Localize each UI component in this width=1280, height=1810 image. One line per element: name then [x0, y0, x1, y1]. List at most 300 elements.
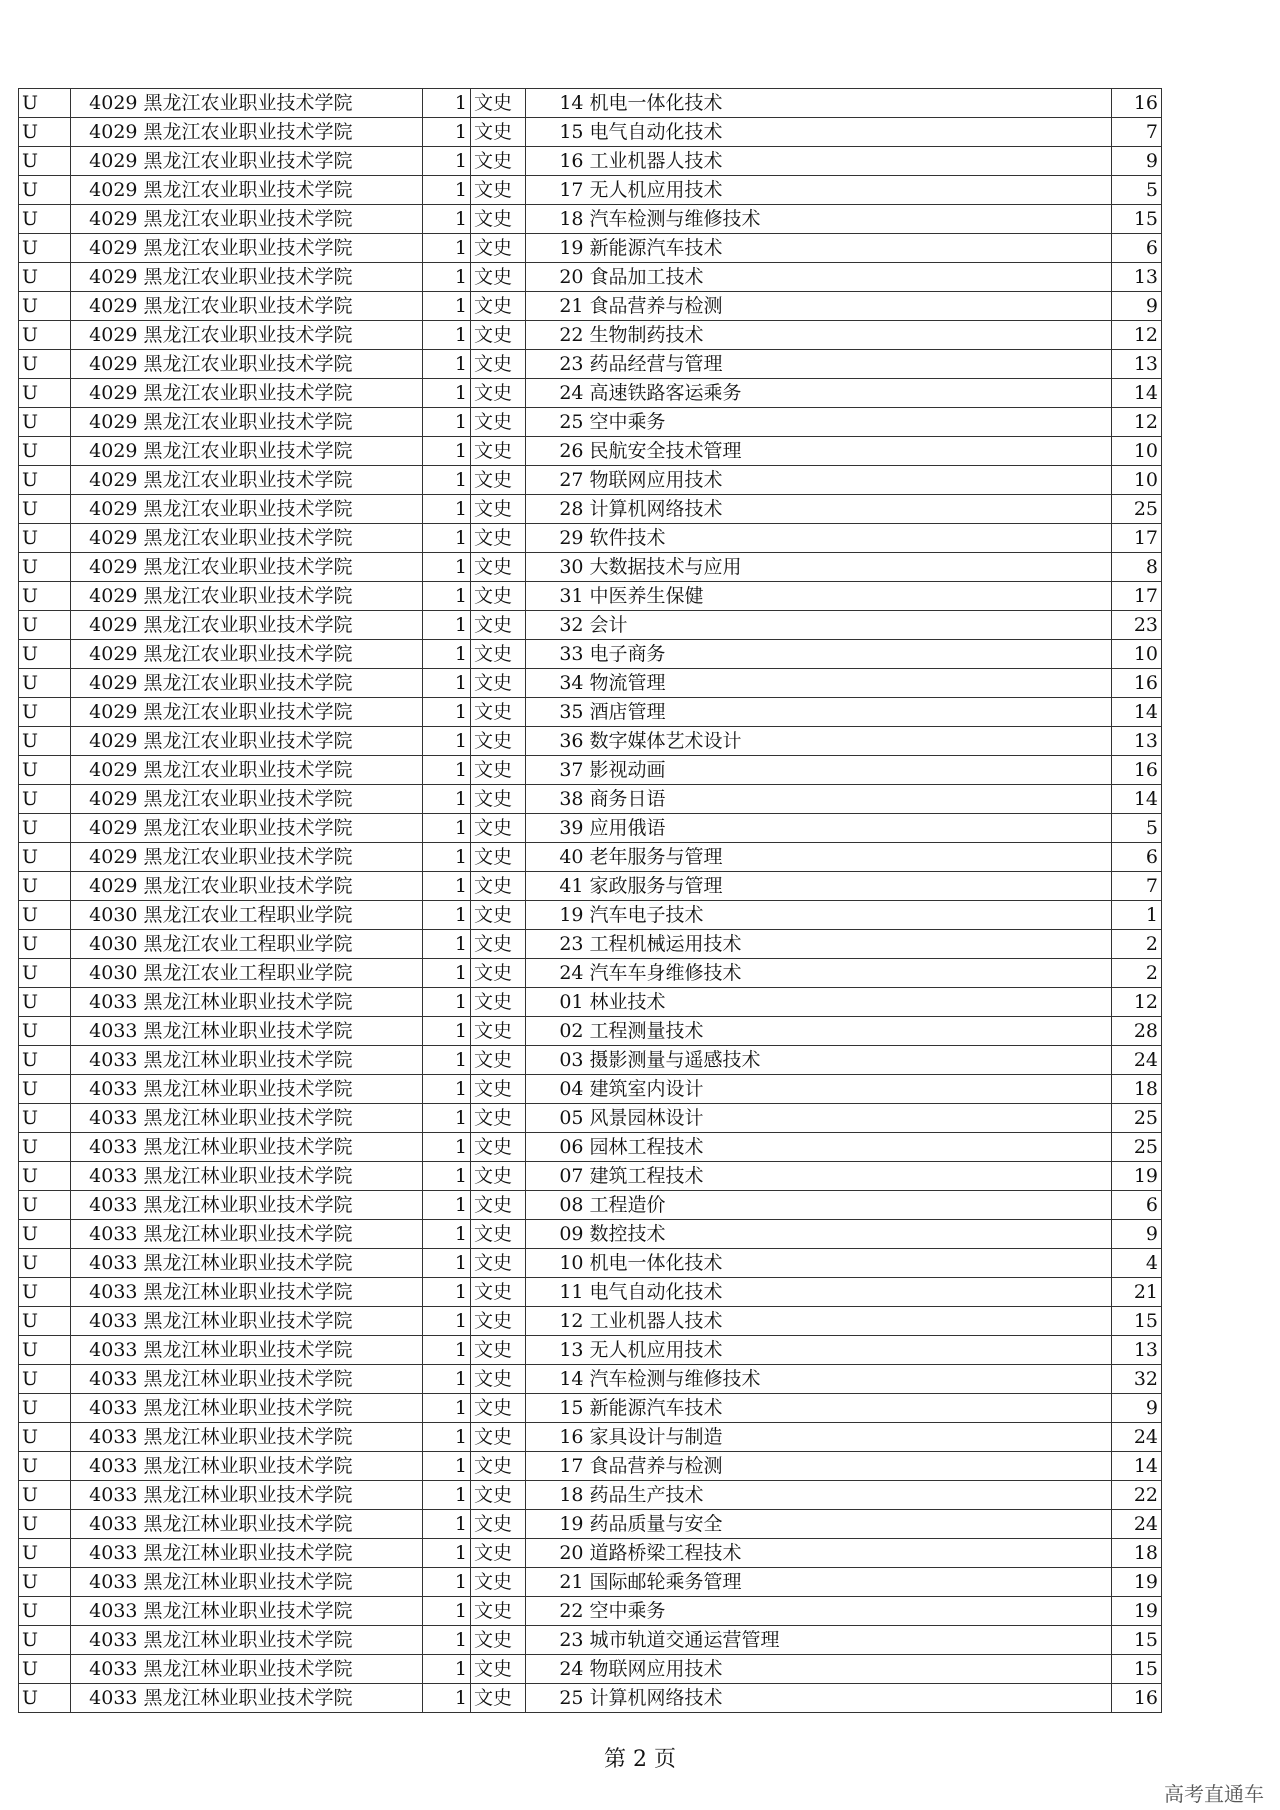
school-name-cell: 黑龙江林业职业技术学院 [141, 1133, 423, 1162]
major-code-cell: 28 [526, 495, 587, 524]
table-row [19, 350, 1162, 379]
major-code-cell: 23 [526, 350, 587, 379]
major-code-cell: 33 [526, 640, 587, 669]
batch-cell: U [19, 1365, 71, 1394]
enrollment-count-cell: 1 [1112, 901, 1162, 930]
table-row [19, 176, 1162, 205]
table-row [19, 1481, 1162, 1510]
school-code-cell: 4029 [71, 582, 141, 611]
table-row [19, 901, 1162, 930]
subject-cell: 文史 [471, 1336, 526, 1365]
major-code-cell: 14 [526, 1365, 587, 1394]
enrollment-count-cell: 12 [1112, 988, 1162, 1017]
school-code-cell: 4033 [71, 1394, 141, 1423]
plan-type-cell: 1 [423, 901, 471, 930]
batch-cell: U [19, 727, 71, 756]
batch-cell: U [19, 1568, 71, 1597]
enrollment-count-cell: 18 [1112, 1075, 1162, 1104]
plan-type-cell: 1 [423, 1539, 471, 1568]
subject-cell: 文史 [471, 205, 526, 234]
major-name-cell: 汽车检测与维修技术 [587, 205, 1112, 234]
enrollment-count-cell: 6 [1112, 234, 1162, 263]
table-row [19, 843, 1162, 872]
table-row [19, 1568, 1162, 1597]
major-code-cell: 23 [526, 930, 587, 959]
major-code-cell: 18 [526, 1481, 587, 1510]
major-name-cell: 药品质量与安全 [587, 1510, 1112, 1539]
school-name-cell: 黑龙江农业职业技术学院 [141, 669, 423, 698]
school-name-cell: 黑龙江林业职业技术学院 [141, 1307, 423, 1336]
major-name-cell: 无人机应用技术 [587, 1336, 1112, 1365]
school-name-cell: 黑龙江农业职业技术学院 [141, 698, 423, 727]
table-row [19, 1626, 1162, 1655]
batch-cell: U [19, 640, 71, 669]
school-name-cell: 黑龙江林业职业技术学院 [141, 1568, 423, 1597]
major-name-cell: 园林工程技术 [587, 1133, 1112, 1162]
subject-cell: 文史 [471, 1365, 526, 1394]
school-code-cell: 4029 [71, 263, 141, 292]
major-name-cell: 机电一体化技术 [587, 89, 1112, 118]
major-code-cell: 21 [526, 292, 587, 321]
plan-type-cell: 1 [423, 379, 471, 408]
batch-cell: U [19, 1220, 71, 1249]
major-name-cell: 民航安全技术管理 [587, 437, 1112, 466]
table-row [19, 524, 1162, 553]
major-code-cell: 34 [526, 669, 587, 698]
batch-cell: U [19, 1336, 71, 1365]
plan-type-cell: 1 [423, 524, 471, 553]
batch-cell: U [19, 1104, 71, 1133]
school-code-cell: 4033 [71, 1046, 141, 1075]
major-name-cell: 家政服务与管理 [587, 872, 1112, 901]
batch-cell: U [19, 118, 71, 147]
plan-type-cell: 1 [423, 147, 471, 176]
plan-type-cell: 1 [423, 1046, 471, 1075]
enrollment-count-cell: 12 [1112, 408, 1162, 437]
table-row [19, 1220, 1162, 1249]
major-code-cell: 15 [526, 1394, 587, 1423]
table-row [19, 408, 1162, 437]
plan-type-cell: 1 [423, 640, 471, 669]
batch-cell: U [19, 292, 71, 321]
plan-type-cell: 1 [423, 176, 471, 205]
major-name-cell: 食品营养与检测 [587, 1452, 1112, 1481]
enrollment-count-cell: 18 [1112, 1539, 1162, 1568]
school-name-cell: 黑龙江农业职业技术学院 [141, 408, 423, 437]
school-name-cell: 黑龙江农业职业技术学院 [141, 292, 423, 321]
plan-type-cell: 1 [423, 205, 471, 234]
table-row [19, 1539, 1162, 1568]
batch-cell: U [19, 611, 71, 640]
major-name-cell: 高速铁路客运乘务 [587, 379, 1112, 408]
plan-type-cell: 1 [423, 263, 471, 292]
school-name-cell: 黑龙江农业工程职业学院 [141, 959, 423, 988]
major-name-cell: 计算机网络技术 [587, 1684, 1112, 1713]
enrollment-count-cell: 16 [1112, 1684, 1162, 1713]
school-name-cell: 黑龙江农业工程职业学院 [141, 901, 423, 930]
subject-cell: 文史 [471, 843, 526, 872]
table-row [19, 1365, 1162, 1394]
batch-cell: U [19, 901, 71, 930]
enrollment-count-cell: 17 [1112, 524, 1162, 553]
major-name-cell: 工程测量技术 [587, 1017, 1112, 1046]
school-code-cell: 4030 [71, 901, 141, 930]
table-row [19, 1278, 1162, 1307]
school-code-cell: 4033 [71, 1423, 141, 1452]
school-code-cell: 4029 [71, 785, 141, 814]
batch-cell: U [19, 930, 71, 959]
subject-cell: 文史 [471, 466, 526, 495]
school-code-cell: 4029 [71, 466, 141, 495]
plan-type-cell: 1 [423, 553, 471, 582]
major-name-cell: 家具设计与制造 [587, 1423, 1112, 1452]
enrollment-count-cell: 7 [1112, 118, 1162, 147]
major-code-cell: 25 [526, 1684, 587, 1713]
school-name-cell: 黑龙江林业职业技术学院 [141, 1539, 423, 1568]
school-code-cell: 4029 [71, 176, 141, 205]
enrollment-count-cell: 21 [1112, 1278, 1162, 1307]
batch-cell: U [19, 1510, 71, 1539]
table-row [19, 466, 1162, 495]
table-row [19, 930, 1162, 959]
school-name-cell: 黑龙江林业职业技术学院 [141, 1452, 423, 1481]
school-name-cell: 黑龙江林业职业技术学院 [141, 1017, 423, 1046]
major-name-cell: 汽车检测与维修技术 [587, 1365, 1112, 1394]
table-row [19, 1510, 1162, 1539]
enrollment-count-cell: 10 [1112, 466, 1162, 495]
school-code-cell: 4033 [71, 988, 141, 1017]
subject-cell: 文史 [471, 872, 526, 901]
batch-cell: U [19, 1307, 71, 1336]
school-code-cell: 4029 [71, 89, 141, 118]
table-row [19, 437, 1162, 466]
school-name-cell: 黑龙江林业职业技术学院 [141, 1510, 423, 1539]
enrollment-count-cell: 19 [1112, 1162, 1162, 1191]
plan-type-cell: 1 [423, 1684, 471, 1713]
major-name-cell: 数字媒体艺术设计 [587, 727, 1112, 756]
enrollment-count-cell: 17 [1112, 582, 1162, 611]
major-code-cell: 36 [526, 727, 587, 756]
school-code-cell: 4029 [71, 524, 141, 553]
table-row [19, 1684, 1162, 1713]
major-code-cell: 13 [526, 1336, 587, 1365]
major-code-cell: 06 [526, 1133, 587, 1162]
table-row [19, 1394, 1162, 1423]
school-code-cell: 4033 [71, 1539, 141, 1568]
major-name-cell: 国际邮轮乘务管理 [587, 1568, 1112, 1597]
subject-cell: 文史 [471, 1017, 526, 1046]
table-row [19, 1133, 1162, 1162]
enrollment-count-cell: 24 [1112, 1046, 1162, 1075]
batch-cell: U [19, 466, 71, 495]
enrollment-count-cell: 32 [1112, 1365, 1162, 1394]
table-row [19, 611, 1162, 640]
subject-cell: 文史 [471, 698, 526, 727]
batch-cell: U [19, 1394, 71, 1423]
school-code-cell: 4033 [71, 1336, 141, 1365]
school-name-cell: 黑龙江农业职业技术学院 [141, 524, 423, 553]
subject-cell: 文史 [471, 321, 526, 350]
major-code-cell: 27 [526, 466, 587, 495]
subject-cell: 文史 [471, 814, 526, 843]
major-name-cell: 林业技术 [587, 988, 1112, 1017]
subject-cell: 文史 [471, 1510, 526, 1539]
major-name-cell: 老年服务与管理 [587, 843, 1112, 872]
plan-type-cell: 1 [423, 1278, 471, 1307]
subject-cell: 文史 [471, 1075, 526, 1104]
table-body [19, 89, 1162, 1713]
school-name-cell: 黑龙江农业职业技术学院 [141, 176, 423, 205]
school-name-cell: 黑龙江农业职业技术学院 [141, 205, 423, 234]
school-name-cell: 黑龙江农业职业技术学院 [141, 437, 423, 466]
plan-type-cell: 1 [423, 1423, 471, 1452]
plan-type-cell: 1 [423, 321, 471, 350]
school-name-cell: 黑龙江林业职业技术学院 [141, 1626, 423, 1655]
plan-type-cell: 1 [423, 292, 471, 321]
batch-cell: U [19, 1133, 71, 1162]
table-row [19, 1075, 1162, 1104]
subject-cell: 文史 [471, 292, 526, 321]
batch-cell: U [19, 234, 71, 263]
school-code-cell: 4030 [71, 930, 141, 959]
subject-cell: 文史 [471, 1046, 526, 1075]
major-name-cell: 应用俄语 [587, 814, 1112, 843]
plan-type-cell: 1 [423, 959, 471, 988]
plan-type-cell: 1 [423, 437, 471, 466]
batch-cell: U [19, 1684, 71, 1713]
subject-cell: 文史 [471, 1220, 526, 1249]
school-code-cell: 4029 [71, 379, 141, 408]
subject-cell: 文史 [471, 147, 526, 176]
subject-cell: 文史 [471, 176, 526, 205]
school-code-cell: 4029 [71, 814, 141, 843]
batch-cell: U [19, 1191, 71, 1220]
batch-cell: U [19, 1626, 71, 1655]
major-code-cell: 22 [526, 1597, 587, 1626]
major-code-cell: 35 [526, 698, 587, 727]
batch-cell: U [19, 553, 71, 582]
major-name-cell: 药品经营与管理 [587, 350, 1112, 379]
plan-type-cell: 1 [423, 814, 471, 843]
subject-cell: 文史 [471, 1568, 526, 1597]
school-name-cell: 黑龙江农业职业技术学院 [141, 785, 423, 814]
batch-cell: U [19, 959, 71, 988]
major-code-cell: 24 [526, 379, 587, 408]
enrollment-count-cell: 2 [1112, 959, 1162, 988]
enrollment-count-cell: 16 [1112, 756, 1162, 785]
school-name-cell: 黑龙江农业职业技术学院 [141, 553, 423, 582]
subject-cell: 文史 [471, 669, 526, 698]
plan-type-cell: 1 [423, 1481, 471, 1510]
school-name-cell: 黑龙江林业职业技术学院 [141, 1249, 423, 1278]
school-code-cell: 4033 [71, 1104, 141, 1133]
major-name-cell: 风景园林设计 [587, 1104, 1112, 1133]
table-row [19, 321, 1162, 350]
school-code-cell: 4033 [71, 1220, 141, 1249]
school-code-cell: 4033 [71, 1249, 141, 1278]
school-name-cell: 黑龙江农业职业技术学院 [141, 350, 423, 379]
plan-type-cell: 1 [423, 1655, 471, 1684]
school-name-cell: 黑龙江农业工程职业学院 [141, 930, 423, 959]
table-row [19, 89, 1162, 118]
enrollment-count-cell: 8 [1112, 553, 1162, 582]
school-name-cell: 黑龙江农业职业技术学院 [141, 118, 423, 147]
school-name-cell: 黑龙江农业职业技术学院 [141, 466, 423, 495]
school-name-cell: 黑龙江林业职业技术学院 [141, 1220, 423, 1249]
major-name-cell: 空中乘务 [587, 408, 1112, 437]
school-name-cell: 黑龙江农业职业技术学院 [141, 611, 423, 640]
major-name-cell: 新能源汽车技术 [587, 1394, 1112, 1423]
plan-type-cell: 1 [423, 582, 471, 611]
major-name-cell: 无人机应用技术 [587, 176, 1112, 205]
watermark-text: 高考直通车 [1164, 1782, 1264, 1806]
table-row [19, 147, 1162, 176]
major-code-cell: 24 [526, 1655, 587, 1684]
table-row [19, 205, 1162, 234]
enrollment-count-cell: 24 [1112, 1423, 1162, 1452]
enrollment-count-cell: 13 [1112, 263, 1162, 292]
major-code-cell: 16 [526, 147, 587, 176]
subject-cell: 文史 [471, 553, 526, 582]
school-code-cell: 4033 [71, 1452, 141, 1481]
table-row [19, 872, 1162, 901]
major-code-cell: 18 [526, 205, 587, 234]
plan-type-cell: 1 [423, 495, 471, 524]
table-row [19, 1191, 1162, 1220]
major-code-cell: 19 [526, 234, 587, 263]
school-code-cell: 4029 [71, 611, 141, 640]
major-code-cell: 29 [526, 524, 587, 553]
enrollment-count-cell: 9 [1112, 292, 1162, 321]
plan-type-cell: 1 [423, 669, 471, 698]
school-code-cell: 4033 [71, 1510, 141, 1539]
subject-cell: 文史 [471, 495, 526, 524]
subject-cell: 文史 [471, 1423, 526, 1452]
subject-cell: 文史 [471, 118, 526, 147]
plan-type-cell: 1 [423, 1104, 471, 1133]
school-code-cell: 4030 [71, 959, 141, 988]
enrollment-count-cell: 16 [1112, 89, 1162, 118]
major-name-cell: 机电一体化技术 [587, 1249, 1112, 1278]
subject-cell: 文史 [471, 408, 526, 437]
enrollment-count-cell: 15 [1112, 1626, 1162, 1655]
school-code-cell: 4033 [71, 1597, 141, 1626]
plan-type-cell: 1 [423, 1452, 471, 1481]
major-code-cell: 07 [526, 1162, 587, 1191]
subject-cell: 文史 [471, 1307, 526, 1336]
table-row [19, 785, 1162, 814]
major-code-cell: 11 [526, 1278, 587, 1307]
school-code-cell: 4033 [71, 1481, 141, 1510]
school-code-cell: 4033 [71, 1365, 141, 1394]
school-name-cell: 黑龙江林业职业技术学院 [141, 1278, 423, 1307]
table-row [19, 1655, 1162, 1684]
school-name-cell: 黑龙江农业职业技术学院 [141, 814, 423, 843]
school-code-cell: 4029 [71, 147, 141, 176]
enrollment-count-cell: 13 [1112, 350, 1162, 379]
enrollment-count-cell: 10 [1112, 640, 1162, 669]
major-code-cell: 40 [526, 843, 587, 872]
school-name-cell: 黑龙江农业职业技术学院 [141, 495, 423, 524]
major-name-cell: 酒店管理 [587, 698, 1112, 727]
major-name-cell: 食品加工技术 [587, 263, 1112, 292]
school-name-cell: 黑龙江农业职业技术学院 [141, 263, 423, 292]
subject-cell: 文史 [471, 727, 526, 756]
plan-type-cell: 1 [423, 89, 471, 118]
school-code-cell: 4033 [71, 1191, 141, 1220]
subject-cell: 文史 [471, 437, 526, 466]
major-name-cell: 物联网应用技术 [587, 1655, 1112, 1684]
batch-cell: U [19, 872, 71, 901]
table-row [19, 727, 1162, 756]
page-number: 第 2 页 [604, 1747, 676, 1772]
plan-type-cell: 1 [423, 843, 471, 872]
batch-cell: U [19, 814, 71, 843]
school-code-cell: 4029 [71, 495, 141, 524]
subject-cell: 文史 [471, 1278, 526, 1307]
table-row [19, 495, 1162, 524]
major-name-cell: 药品生产技术 [587, 1481, 1112, 1510]
enrollment-count-cell: 9 [1112, 1394, 1162, 1423]
subject-cell: 文史 [471, 988, 526, 1017]
major-name-cell: 城市轨道交通运营管理 [587, 1626, 1112, 1655]
enrollment-count-cell: 25 [1112, 495, 1162, 524]
plan-type-cell: 1 [423, 698, 471, 727]
enrollment-count-cell: 13 [1112, 727, 1162, 756]
enrollment-count-cell: 14 [1112, 698, 1162, 727]
major-name-cell: 大数据技术与应用 [587, 553, 1112, 582]
plan-type-cell: 1 [423, 1220, 471, 1249]
subject-cell: 文史 [471, 263, 526, 292]
school-code-cell: 4029 [71, 118, 141, 147]
subject-cell: 文史 [471, 89, 526, 118]
batch-cell: U [19, 843, 71, 872]
major-name-cell: 电子商务 [587, 640, 1112, 669]
school-name-cell: 黑龙江林业职业技术学院 [141, 988, 423, 1017]
batch-cell: U [19, 205, 71, 234]
admission-plan-table [18, 88, 1162, 1713]
major-code-cell: 20 [526, 1539, 587, 1568]
school-name-cell: 黑龙江林业职业技术学院 [141, 1104, 423, 1133]
major-code-cell: 38 [526, 785, 587, 814]
major-name-cell: 计算机网络技术 [587, 495, 1112, 524]
major-code-cell: 03 [526, 1046, 587, 1075]
major-code-cell: 32 [526, 611, 587, 640]
plan-type-cell: 1 [423, 408, 471, 437]
school-code-cell: 4033 [71, 1075, 141, 1104]
batch-cell: U [19, 1597, 71, 1626]
enrollment-count-cell: 12 [1112, 321, 1162, 350]
subject-cell: 文史 [471, 640, 526, 669]
major-code-cell: 31 [526, 582, 587, 611]
batch-cell: U [19, 1017, 71, 1046]
plan-type-cell: 1 [423, 1307, 471, 1336]
school-name-cell: 黑龙江林业职业技术学院 [141, 1075, 423, 1104]
plan-type-cell: 1 [423, 1568, 471, 1597]
subject-cell: 文史 [471, 1539, 526, 1568]
major-name-cell: 建筑工程技术 [587, 1162, 1112, 1191]
major-code-cell: 02 [526, 1017, 587, 1046]
batch-cell: U [19, 176, 71, 205]
school-code-cell: 4033 [71, 1307, 141, 1336]
major-name-cell: 汽车车身维修技术 [587, 959, 1112, 988]
major-name-cell: 新能源汽车技术 [587, 234, 1112, 263]
major-code-cell: 01 [526, 988, 587, 1017]
batch-cell: U [19, 524, 71, 553]
major-code-cell: 14 [526, 89, 587, 118]
subject-cell: 文史 [471, 756, 526, 785]
school-name-cell: 黑龙江林业职业技术学院 [141, 1365, 423, 1394]
